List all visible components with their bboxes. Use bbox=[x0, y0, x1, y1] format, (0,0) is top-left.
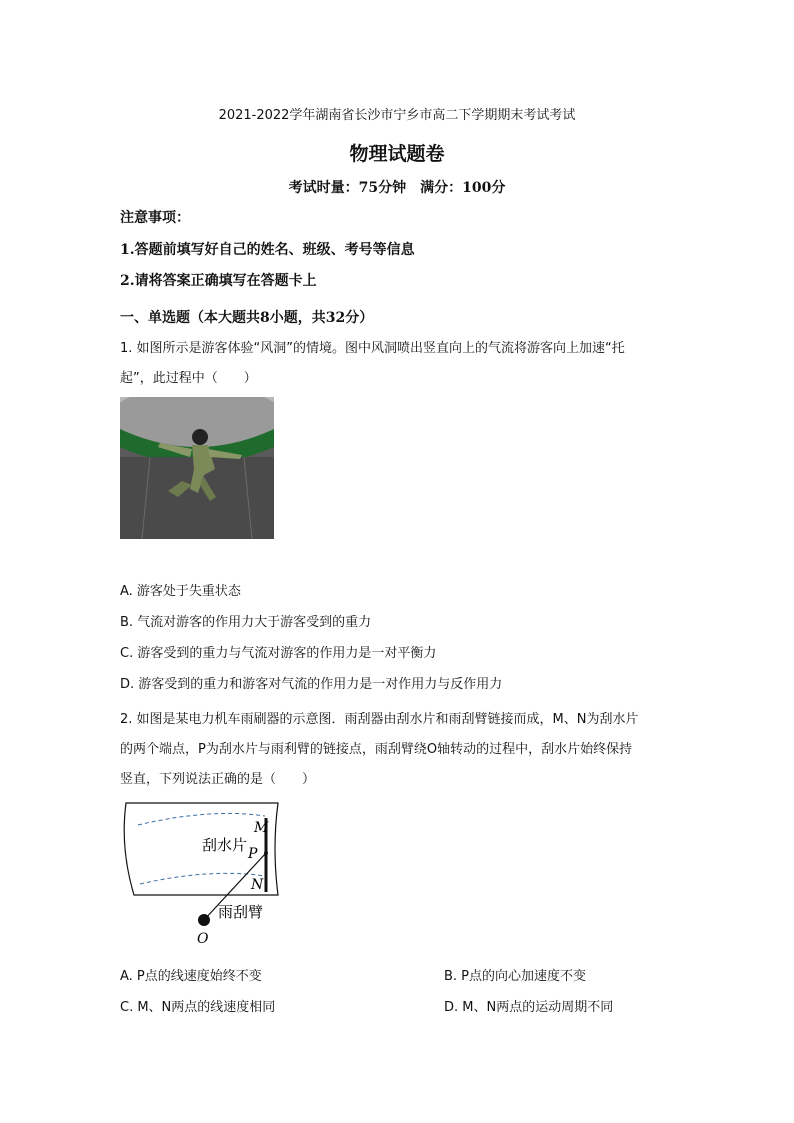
notice-item-2: 2.请将答案正确填写在答题卡上 bbox=[120, 273, 317, 289]
notice-item-1: 1.答题前填写好自己的姓名、班级、考号等信息 bbox=[120, 242, 415, 258]
q2-stem-line-1: 2. 如图是某电力机车雨刷器的示意图．雨刮器由刮水片和雨刮臂链接而成，M、N为刮水片 bbox=[120, 712, 639, 727]
wind-tunnel-photo bbox=[120, 397, 274, 539]
q2-option-d: D. M、N两点的运动周期不同 bbox=[444, 1000, 614, 1015]
label-arm: 雨刮臂 bbox=[218, 903, 264, 921]
notice-heading: 注意事项： bbox=[120, 210, 190, 226]
exam-header-line: 2021-2022学年湖南省长沙市宁乡市高二下学期期末考试考试 bbox=[218, 108, 576, 123]
q2-stem-line-2: 的两个端点，P为刮水片与雨利臂的链接点，雨刮臂绕O轴转动的过程中，刮水片始终保持 bbox=[120, 742, 633, 757]
q2-option-b: B. P点的向心加速度不变 bbox=[444, 969, 587, 984]
label-m: M bbox=[254, 820, 269, 836]
q1-option-d: D. 游客受到的重力和游客对气流的作用力是一对作用力与反作用力 bbox=[120, 677, 503, 692]
q2-option-c: C. M、N两点的线速度相同 bbox=[120, 1000, 276, 1015]
label-blade: 刮水片 bbox=[202, 836, 248, 854]
q2-stem-line-3: 竖直，下列说法正确的是（ ） bbox=[120, 772, 316, 787]
q2-option-a: A. P点的线速度始终不变 bbox=[120, 969, 262, 984]
paper-title: 物理试题卷 bbox=[349, 143, 445, 165]
q1-stem-line-1: 1. 如图所示是游客体验“风洞”的情境。图中风洞喷出竖直向上的气流将游客向上加速“托 bbox=[120, 341, 625, 356]
label-p: P bbox=[248, 846, 258, 862]
q1-option-b: B. 气流对游客的作用力大于游客受到的重力 bbox=[120, 615, 372, 630]
q1-option-a: A. 游客处于失重状态 bbox=[120, 584, 241, 599]
wiper-diagram bbox=[120, 800, 290, 948]
paper-subtitle: 考试时量：75分钟 满分：100分 bbox=[288, 180, 506, 196]
q1-stem-line-2: 起”，此过程中（ ） bbox=[120, 371, 257, 386]
label-o: O bbox=[197, 931, 209, 947]
label-n: N bbox=[251, 877, 264, 893]
q1-option-c: C. 游客受到的重力与气流对游客的作用力是一对平衡力 bbox=[120, 646, 437, 661]
section-heading: 一、单选题（本大题共8小题，共32分） bbox=[120, 310, 374, 326]
